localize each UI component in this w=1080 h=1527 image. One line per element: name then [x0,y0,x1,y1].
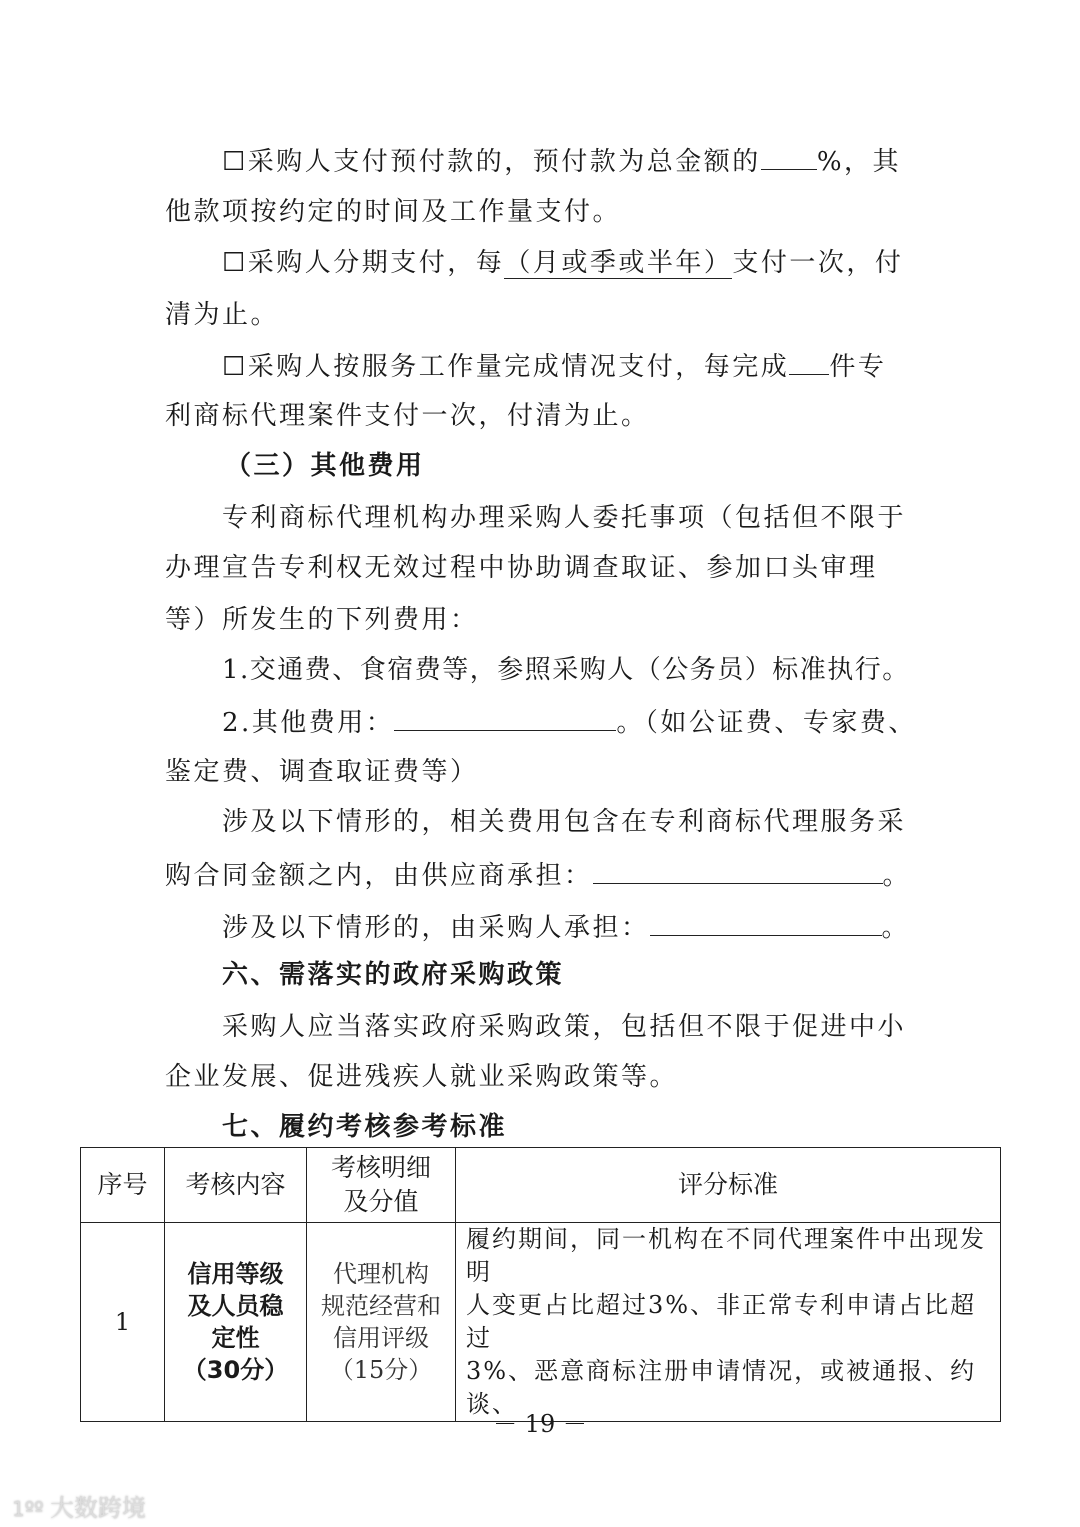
text: 定性 [211,1324,260,1352]
paragraph-line: 等）所发生的下列费用： [165,605,479,635]
text: ☐采购人支付预付款的，预付款为总金额的 [222,147,761,177]
paragraph-line: 鉴定费、调查取证费等） [165,757,479,787]
page-number: － 19 － [493,1410,587,1438]
header-no: 序号 [81,1148,165,1223]
paragraph-line [165,857,911,893]
text: 人变更占比超过3%、非正常专利申请占比超过 [466,1291,977,1352]
cell-criteria [456,1223,1001,1422]
text: 及人员稳 [187,1292,284,1320]
fill-blank [394,704,616,731]
paragraph-line: 清为止。 [165,300,280,330]
fill-blank [650,909,882,936]
fill-blank [761,143,817,170]
text: 购合同金额之内，由供应商承担： [165,861,593,891]
text: 。 [881,913,911,943]
section-heading: （三）其他费用 [225,451,425,481]
text: 。（如公证费、专家费、 [616,708,917,738]
cell-no: 1 [81,1223,165,1422]
paragraph-line: 办理宣告专利权无效过程中协助调查取证、参加口头审理 [165,553,878,583]
paragraph-line: 利商标代理案件支付一次，付清为止。 [165,401,650,431]
section-heading: 七、履约考核参考标准 [222,1112,508,1142]
paragraph-line: 企业发展、促进残疾人就业采购政策等。 [165,1062,679,1092]
text: 3%、恶意商标注册申请情况，或被通报、约谈、 [466,1357,977,1418]
paragraph-line: 他款项按约定的时间及工作量支付。 [165,197,622,227]
paragraph-line [222,246,903,280]
fill-blank [593,857,883,884]
text: 代理机构 [333,1260,429,1288]
table-row [81,1223,1001,1422]
logo-icon: 1ºº [12,1497,50,1521]
watermark-text: 大数跨境 [49,1494,146,1522]
text: 履约期间，同一机构在不同代理案件中出现发明 [466,1225,986,1286]
text: 规范经营和 [321,1292,441,1320]
text: %，其 [816,147,902,177]
paragraph-line: 涉及以下情形的，相关费用包含在专利商标代理服务采 [222,807,907,837]
text: 2.其他费用： [222,708,395,738]
cell-detail [307,1223,456,1422]
cell-content [165,1223,307,1422]
text: ☐采购人按服务工作量完成情况支付，每完成 [222,352,790,382]
text: ☐采购人分期支付，每 [222,248,505,278]
paragraph-line: 专利商标代理机构办理采购人委托事项（包括但不限于 [222,503,907,533]
text: 。 [882,861,912,891]
header-detail [307,1148,456,1223]
watermark-logo [12,1488,146,1523]
text: 支付一次，付 [732,248,904,278]
underlined-option: （月或季或半年） [504,248,733,278]
text: 件专 [829,352,887,382]
text: 涉及以下情形的，由采购人承担： [222,913,650,943]
fill-blank [789,348,829,375]
paragraph-line [222,704,917,740]
paragraph-line [222,143,901,179]
section-heading: 六、需落实的政府采购政策 [222,960,565,990]
paragraph-line: 采购人应当落实政府采购政策，包括但不限于促进中小 [222,1012,907,1042]
text: 及分值 [343,1187,419,1216]
text: 考核明细 [330,1153,431,1182]
paragraph-line [222,348,886,384]
text: （30分） [182,1356,289,1384]
table-header-row [81,1148,1001,1223]
text: 信用评级 [333,1324,429,1352]
text: 信用等级 [187,1260,284,1288]
header-criteria: 评分标准 [456,1148,1001,1223]
paragraph-line [222,909,910,945]
paragraph-line: 1.交通费、食宿费等，参照采购人（公务员）标准执行。 [222,655,910,685]
assessment-table [80,1147,1001,1422]
header-content: 考核内容 [165,1148,307,1223]
text: （15分） [329,1356,433,1384]
